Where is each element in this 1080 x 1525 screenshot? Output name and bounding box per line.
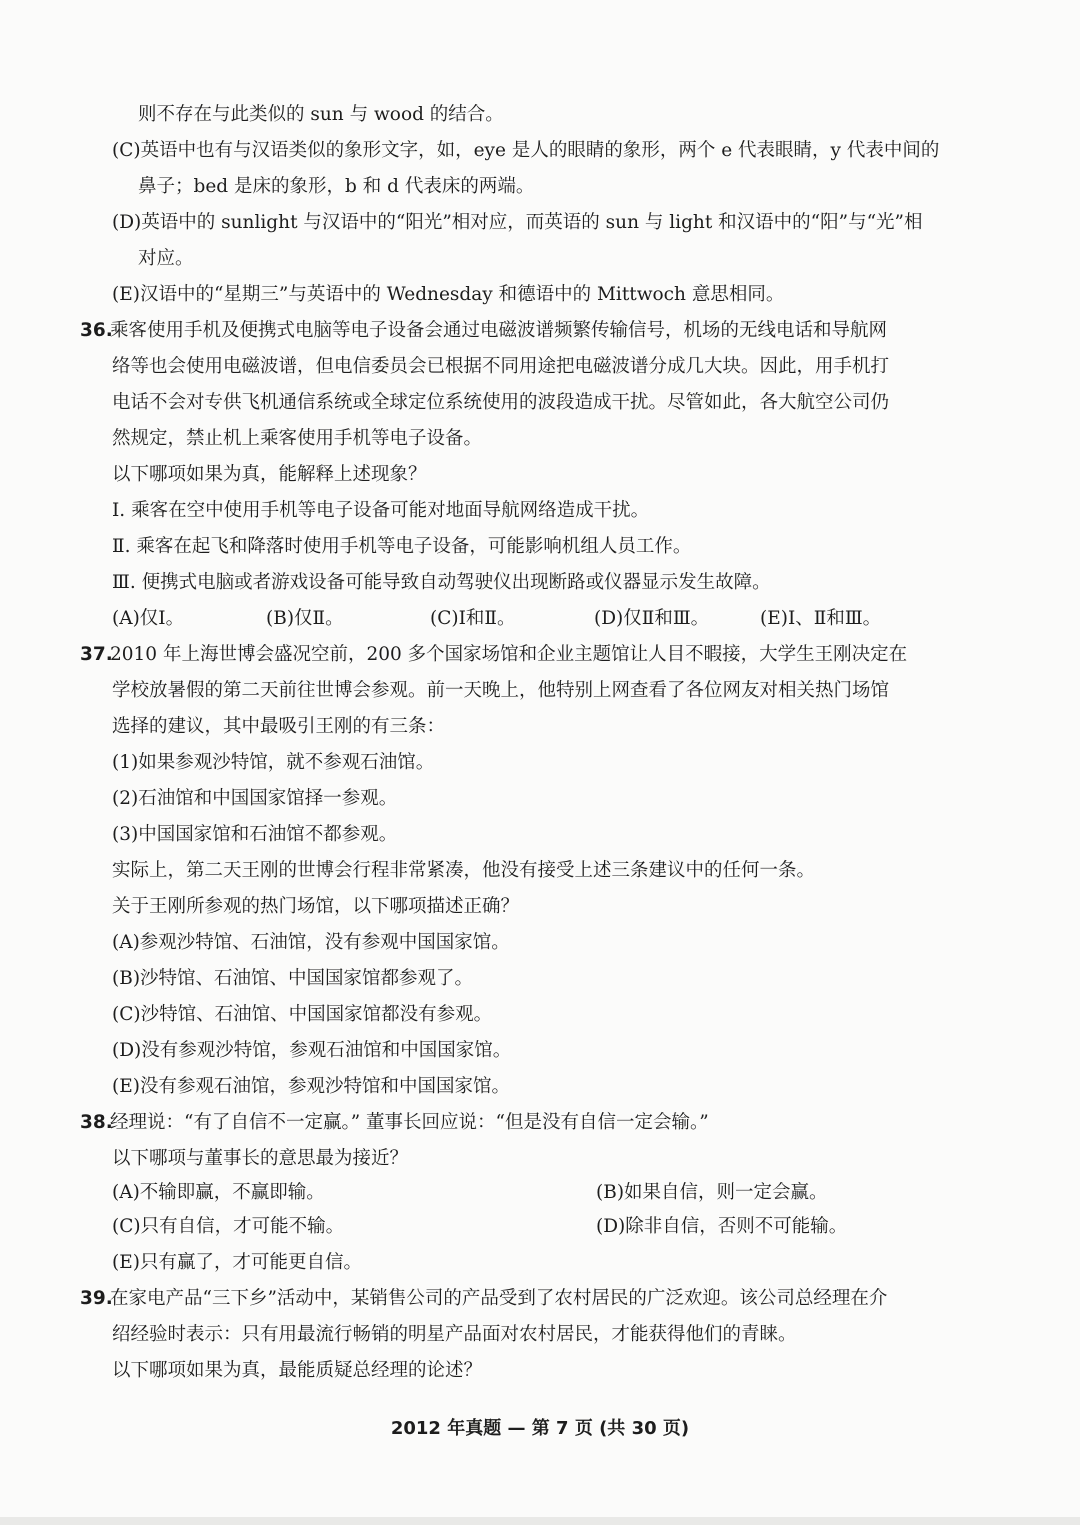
q36-option-a: (A)仅Ⅰ。 [112, 608, 185, 629]
q37-option-a: (A)参观沙特馆、石油馆，没有参观中国国家馆。 [112, 932, 510, 953]
q37-question: 关于王刚所参观的热门场馆，以下哪项描述正确？ [112, 896, 520, 917]
q38-option-a: (A)不输即赢，不赢即输。 [112, 1182, 325, 1203]
q38-option-d: (D)除非自信，否则不可能输。 [596, 1216, 848, 1237]
q38-stem [80, 1110, 709, 1136]
q37-condition-1: (1)如果参观沙特馆，就不参观石油馆。 [112, 752, 435, 773]
q39-stem-line1 [80, 1286, 887, 1312]
q37-stem-text: 2010 年上海世博会盛况空前，200 多个国家场馆和企业主题馆让人目不暇接，大学生王刚决定在 [110, 644, 908, 665]
q37-condition-3: (3)中国国家馆和石油馆不都参观。 [112, 824, 398, 845]
q38-stem-text: 经理说：“有了自信不一定赢。” 董事长回应说：“但是没有自信一定会输。” [110, 1112, 709, 1133]
q36-statement-1: Ⅰ. 乘客在空中使用手机等电子设备可能对地面导航网络造成干扰。 [112, 500, 650, 521]
q37-option-c: (C)沙特馆、石油馆、中国国家馆都没有参观。 [112, 1004, 493, 1025]
q36-stem-line4: 然规定，禁止机上乘客使用手机等电子设备。 [112, 428, 483, 449]
q36-statement-3: Ⅲ. 便携式电脑或者游戏设备可能导致自动驾驶仪出现断路或仪器显示发生故障。 [112, 572, 771, 593]
q35-option-c-line2: 鼻子；bed 是床的象形，b 和 d 代表床的两端。 [138, 176, 535, 197]
q39-stem-text: 在家电产品“三下乡”活动中，某销售公司的产品受到了农村居民的广泛欢迎。该公司总经理在介 [110, 1288, 888, 1309]
q36-option-d: (D)仅Ⅱ和Ⅲ。 [594, 608, 710, 629]
q37-option-b: (B)沙特馆、石油馆、中国国家馆都参观了。 [112, 968, 474, 989]
q36-stem-line2: 络等也会使用电磁波谱，但电信委员会已根据不同用途把电磁波谱分成几大块。因此，用手机打 [112, 356, 890, 377]
q37-stem-line2: 学校放暑假的第二天前往世博会参观。前一天晚上，他特别上网查看了各位网友对相关热门场馆 [112, 680, 890, 701]
question-number: 36. [80, 320, 113, 341]
q37-option-e: (E)没有参观石油馆，参观沙特馆和中国国家馆。 [112, 1076, 510, 1097]
q37-stem-line3: 选择的建议，其中最吸引王刚的有三条： [112, 716, 446, 737]
q37-option-d: (D)没有参观沙特馆，参观石油馆和中国国家馆。 [112, 1040, 512, 1061]
scan-bottom-edge [0, 1517, 1080, 1525]
q36-stem-text: 乘客使用手机及便携式电脑等电子设备会通过电磁波谱频繁传输信号，机场的无线电话和导航网 [110, 320, 888, 341]
q36-option-e: (E)Ⅰ、Ⅱ和Ⅲ。 [760, 608, 882, 629]
q36-option-c: (C)Ⅰ和Ⅱ。 [430, 608, 516, 629]
q35-continuation-line: 则不存在与此类似的 sun 与 wood 的结合。 [138, 104, 504, 125]
q35-option-c-line1: (C)英语中也有与汉语类似的象形文字，如，eye 是人的眼睛的象形，两个 e 代表眼睛，y 代表中间的 [112, 140, 940, 161]
q35-option-d-line1: (D)英语中的 sunlight 与汉语中的“阳光”相对应，而英语的 sun 与 light 和汉语中的“阳”与“光”相 [112, 212, 923, 233]
question-number: 38. [80, 1112, 113, 1133]
question-number: 37. [80, 644, 113, 665]
q38-option-c: (C)只有自信，才可能不输。 [112, 1216, 345, 1237]
q36-option-b: (B)仅Ⅱ。 [266, 608, 344, 629]
q35-option-d-line2: 对应。 [138, 248, 194, 269]
q37-fact: 实际上，第二天王刚的世博会行程非常紧凑，他没有接受上述三条建议中的任何一条。 [112, 860, 816, 881]
q36-statement-2: Ⅱ. 乘客在起飞和降落时使用手机等电子设备，可能影响机组人员工作。 [112, 536, 692, 557]
q36-stem-line3: 电话不会对专供飞机通信系统或全球定位系统使用的波段造成干扰。尽管如此，各大航空公司仍 [112, 392, 890, 413]
q38-question: 以下哪项与董事长的意思最为接近？ [112, 1148, 409, 1169]
q36-stem-line1 [80, 318, 887, 344]
q39-stem-line2: 绍经验时表示：只有用最流行畅销的明星产品面对农村居民，才能获得他们的青睐。 [112, 1324, 797, 1345]
q36-question: 以下哪项如果为真，能解释上述现象？ [112, 464, 427, 485]
q38-option-b: (B)如果自信，则一定会赢。 [596, 1182, 828, 1203]
page-footer: 2012 年真题 — 第 7 页 (共 30 页) [390, 1418, 690, 1439]
q37-condition-2: (2)石油馆和中国国家馆择一参观。 [112, 788, 398, 809]
q39-question: 以下哪项如果为真，最能质疑总经理的论述？ [112, 1360, 483, 1381]
q38-option-e: (E)只有赢了，才可能更自信。 [112, 1252, 362, 1273]
question-number: 39. [80, 1288, 113, 1309]
q37-stem-line1 [80, 642, 907, 668]
q35-option-e: (E)汉语中的“星期三”与英语中的 Wednesday 和德语中的 Mittwoch 意思相同。 [112, 284, 785, 305]
